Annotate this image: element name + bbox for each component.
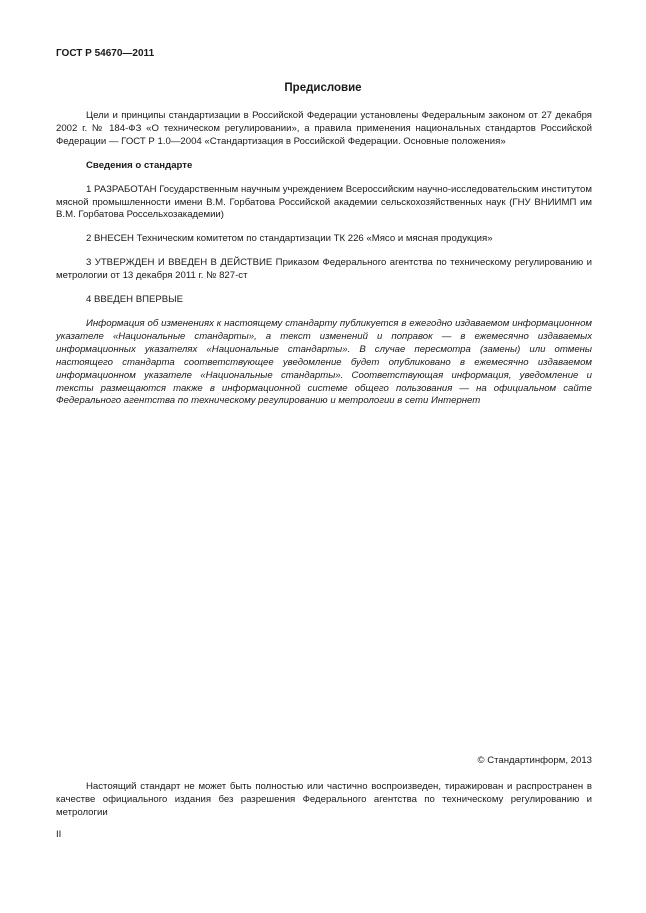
document-header: ГОСТ Р 54670—2011 (56, 48, 155, 59)
footer-notice (56, 781, 592, 820)
copyright: © Стандартинформ, 2013 (477, 755, 592, 766)
preface-body (56, 110, 592, 408)
section-subtitle: Сведения о стандарте (86, 159, 193, 171)
page-title: Предисловие (284, 82, 362, 94)
intro-paragraph: Цели и принципы стандартизации в Российской Федерации установлены Федеральным законом от 27 декабря 2002 г. № 184-ФЗ «О техническом регулировании», а правила применения национальных стандартов Российской Федерации — ГОСТ Р 1.0—2004 «Стандартизация в Российской Федерации. Основные положения» (56, 110, 592, 147)
page-number: II (56, 829, 62, 840)
item-3: 3 УТВЕРЖДЕН И ВВЕДЕН В ДЕЙСТВИЕ Приказом Федерального агентства по техническому регулированию и метрологии от 13 декабря 2011 г. № 827-ст (56, 257, 592, 282)
footer-text: Настоящий стандарт не может быть полностью или частично воспроизведен, тиражирован и распространен в качестве официального издания без разрешения Федерального агентства по техническому регулированию и метрологии (56, 781, 592, 818)
info-note: Информация об изменениях к настоящему стандарту публикуется в ежегодно издаваемом информационном указателе «Национальные стандарты», а текст изменений и поправок — в ежемесячно издаваемых информационных указателях «Национальные стандарты». В случае пересмотра (замены) или отмены настоящего стандарта соответствующее уведомление будет опубликовано в ежемесячно издаваемом информационном указателе «Национальные стандарты». Соответствующая информация, уведомление и тексты размещаются также в информационной системе общего пользования — на официальном сайте Федерального агентства по техническому регулированию и метрологии в сети Интернет (56, 317, 592, 407)
item-4: 4 ВВЕДЕН ВПЕРВЫЕ (86, 294, 184, 306)
item-2: 2 ВНЕСЕН Техническим комитетом по стандартизации ТК 226 «Мясо и мясная продукция» (86, 233, 493, 245)
item-1: 1 РАЗРАБОТАН Государственным научным учреждением Всероссийским научно-исследовательским институтом мясной промышленности имени В.М. Горбатова Российской академии сельскохозяйственных наук (ГНУ ВНИИМП им В.М. Горбатова Россельхозакадемии) (56, 183, 592, 221)
